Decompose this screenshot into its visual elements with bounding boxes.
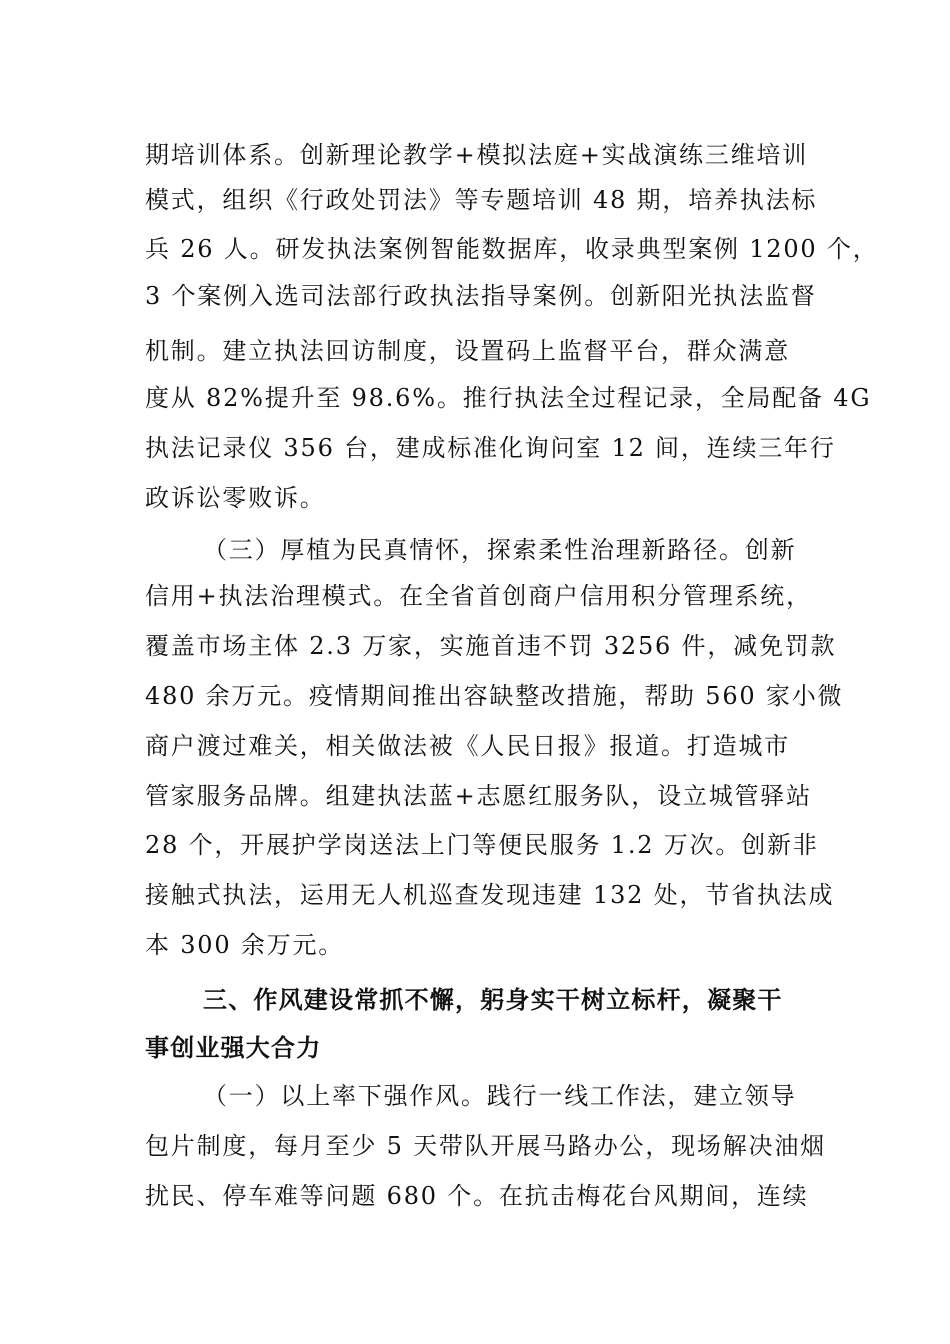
body-text-line: 3 个案例入选司法部行政执法指导案例。创新阳光执法监督 — [145, 282, 817, 310]
body-text-line: 兵 26 人。研发执法案例智能数据库，收录典型案例 1200 个， — [145, 235, 879, 263]
section-heading: 三、作风建设常抓不懈，躬身实干树立标杆，凝聚干 — [203, 986, 783, 1014]
body-text-line: 期培训体系。创新理论教学+模拟法庭+实战演练三维培训 — [145, 141, 809, 169]
body-text-line: 机制。建立执法回访制度，设置码上监督平台，群众满意 — [145, 337, 790, 365]
body-text-line: 包片制度，每月至少 5 天带队开展马路办公，现场解决油烟 — [145, 1132, 826, 1160]
body-text-line: 模式，组织《行政处罚法》等专题培训 48 期，培养执法标 — [145, 186, 818, 214]
body-text-line: 接触式执法，运用无人机巡查发现违建 132 处，节省执法成 — [145, 881, 835, 909]
body-text-line: 覆盖市场主体 2.3 万家，实施首违不罚 3256 件，减免罚款 — [145, 632, 837, 660]
body-text-line: 度从 82%提升至 98.6%。推行执法全过程记录，全局配备 4G — [145, 384, 872, 412]
body-text-line: 执法记录仪 356 台，建成标准化询问室 12 间，连续三年行 — [145, 434, 836, 462]
section-heading-continued: 事创业强大合力 — [145, 1034, 322, 1062]
body-text-line: 480 余万元。疫情期间推出容缺整改措施，帮助 560 家小微 — [145, 682, 844, 710]
body-text-line: 管家服务品牌。组建执法蓝+志愿红服务队，设立城管驿站 — [145, 782, 812, 810]
subsection-paragraph-heading: （一）以上率下强作风。践行一线工作法，建立领导 — [203, 1082, 797, 1110]
body-text-line: 本 300 余万元。 — [145, 931, 345, 959]
body-text-line: 信用+执法治理模式。在全省首创商户信用积分管理系统， — [145, 582, 812, 610]
body-text-line: 扰民、停车难等问题 680 个。在抗击梅花台风期间，连续 — [145, 1182, 809, 1210]
body-text-line: 商户渡过难关，相关做法被《人民日报》报道。打造城市 — [145, 732, 790, 760]
body-text-line: 政诉讼零败诉。 — [145, 484, 326, 512]
body-text-line: 28 个，开展护学岗送法上门等便民服务 1.2 万次。创新非 — [145, 831, 819, 859]
section-paragraph-heading: （三）厚植为民真情怀，探索柔性治理新路径。创新 — [203, 536, 797, 564]
